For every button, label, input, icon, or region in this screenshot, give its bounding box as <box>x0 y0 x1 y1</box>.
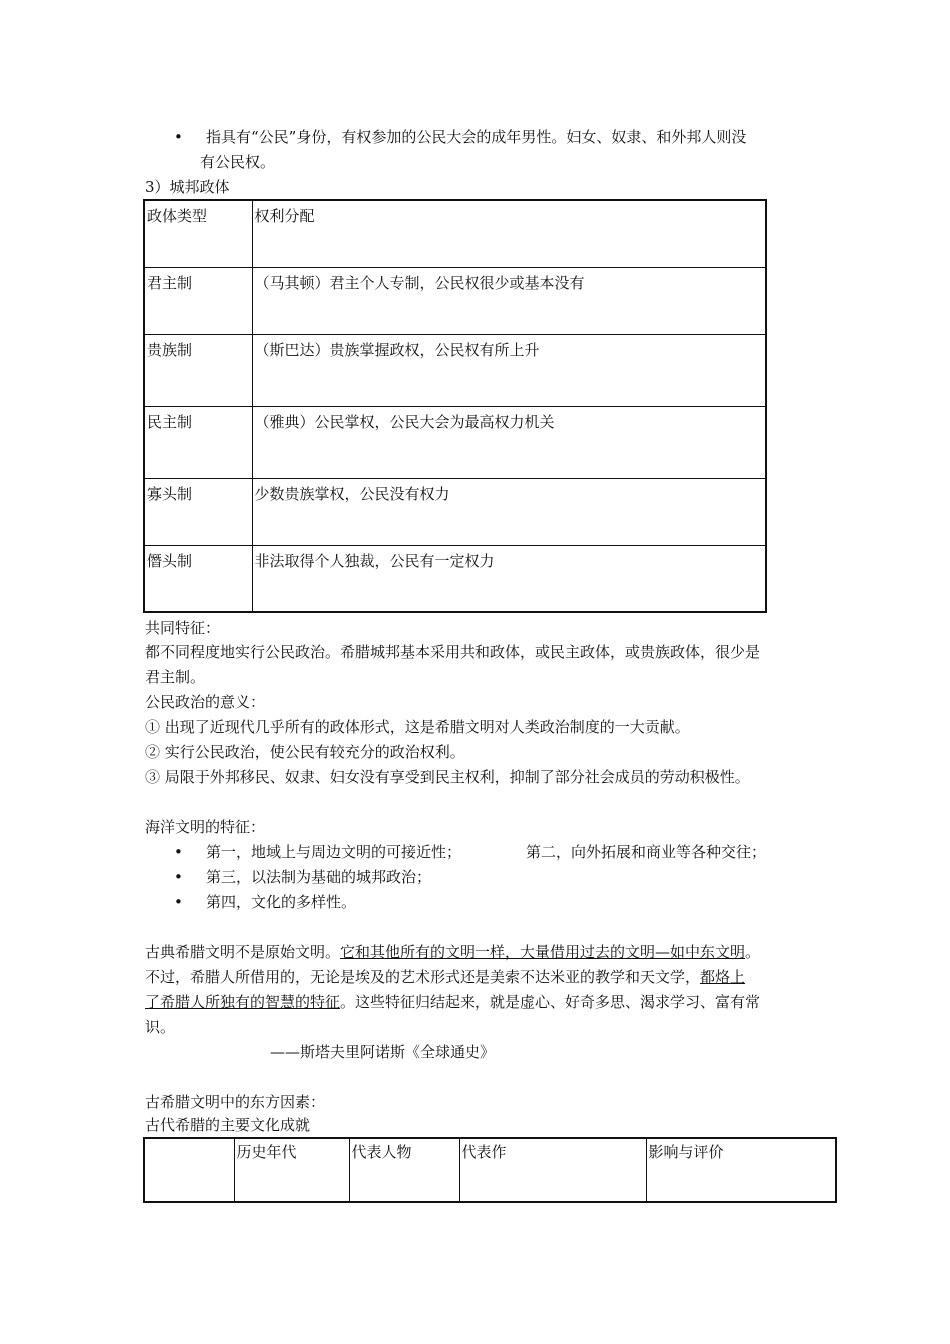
eastern-factors-title: 古希腊文明中的东方因素： <box>145 1093 326 1111</box>
quote-underlined-text: 了希腊人所独有的智慧的特征 <box>145 993 341 1011</box>
table-header-row <box>144 1138 836 1202</box>
rights-cell: （马其顿）君主个人专制，公民权很少或基本没有 <box>252 267 766 334</box>
common-features-title: 共同特征： <box>145 619 221 637</box>
header-cell-influence: 影响与评价 <box>646 1138 836 1202</box>
header-cell-blank <box>144 1138 234 1202</box>
common-features-line2: 君主制。 <box>145 668 206 686</box>
culture-achievements-title: 古代希腊的主要文化成就 <box>145 1116 311 1134</box>
ocean-feature-3: 第三，以法制为基础的城邦政治； <box>206 868 432 886</box>
header-cell-era: 历史年代 <box>234 1138 349 1202</box>
table-header-row <box>144 200 766 267</box>
table-row <box>144 545 766 612</box>
significance-item-2: ② 实行公民政治，使公民有较充分的政治权利。 <box>145 743 465 761</box>
polity-type-cell: 君主制 <box>144 267 252 334</box>
ocean-features-title: 海洋文明的特征： <box>145 818 266 836</box>
ocean-feature-4: 第四，文化的多样性。 <box>206 893 357 911</box>
citizen-definition-line2: 有公民权。 <box>200 153 276 171</box>
polity-type-cell: 寡头制 <box>144 478 252 545</box>
quote-line-4: 识。 <box>145 1018 176 1036</box>
bullet-marker: • <box>174 868 183 886</box>
quote-text: 。 <box>745 943 761 961</box>
bullet-marker: • <box>174 893 183 911</box>
quote-source: ——斯塔夫里阿诺斯《全球通史》 <box>270 1043 496 1061</box>
polity-type-cell: 僭头制 <box>144 545 252 612</box>
table-row <box>144 267 766 334</box>
ocean-feature-2: 第二，向外拓展和商业等各种交往； <box>526 843 767 861</box>
bullet-marker: • <box>174 843 183 861</box>
quote-text: 。这些特征归结起来，就是虚心、好奇多思、渴求学习、富有常 <box>340 993 761 1011</box>
polity-table <box>143 199 767 613</box>
rights-cell: 少数贵族掌权，公民没有权力 <box>252 478 766 545</box>
quote-line-1 <box>145 941 760 963</box>
table-row <box>144 478 766 545</box>
polity-type-cell: 民主制 <box>144 406 252 478</box>
header-cell-works: 代表作 <box>459 1138 646 1202</box>
header-cell-rights: 权利分配 <box>252 200 766 267</box>
section-title-city-state-polity: 3）城邦政体 <box>145 178 230 196</box>
table-row <box>144 406 766 478</box>
common-features-line1: 都不同程度地实行公民政治。希腊城邦基本采用共和政体，或民主政体，或贵族政体，很少是 <box>145 643 761 661</box>
quote-line-2 <box>145 966 745 988</box>
quote-underlined-text: 它和其他所有的文明一样，大量借用过去的文明—如中东文明 <box>340 943 746 961</box>
table-row <box>144 334 766 406</box>
quote-text: 不过，希腊人所借用的，无论是埃及的艺术形式还是美索不达米亚的教学和天文学， <box>145 968 701 986</box>
quote-line-3 <box>145 991 760 1013</box>
rights-cell: （斯巴达）贵族掌握政权，公民权有所上升 <box>252 334 766 406</box>
rights-cell: 非法取得个人独裁，公民有一定权力 <box>252 545 766 612</box>
citizen-definition-line1: 指具有“公民”身份，有权参加的公民大会的成年男性。妇女、奴隶、和外邦人则没 <box>206 128 747 146</box>
bullet-marker: • <box>174 128 183 146</box>
polity-type-cell: 贵族制 <box>144 334 252 406</box>
quote-text: 古典希腊文明不是原始文明。 <box>145 943 341 961</box>
ocean-feature-1: 第一，地域上与周边文明的可接近性； <box>206 843 462 861</box>
significance-title: 公民政治的意义： <box>145 693 266 711</box>
significance-item-1: ① 出现了近现代几乎所有的政体形式，这是希腊文明对人类政治制度的一大贡献。 <box>145 718 690 736</box>
significance-item-3: ③ 局限于外邦移民、奴隶、妇女没有享受到民主权利，抑制了部分社会成员的劳动积极性。 <box>145 768 750 786</box>
header-cell-figures: 代表人物 <box>349 1138 459 1202</box>
header-cell-type: 政体类型 <box>144 200 252 267</box>
rights-cell: （雅典）公民掌权，公民大会为最高权力机关 <box>252 406 766 478</box>
quote-underlined-text: 都烙上 <box>700 968 746 986</box>
culture-achievements-table <box>143 1137 837 1203</box>
